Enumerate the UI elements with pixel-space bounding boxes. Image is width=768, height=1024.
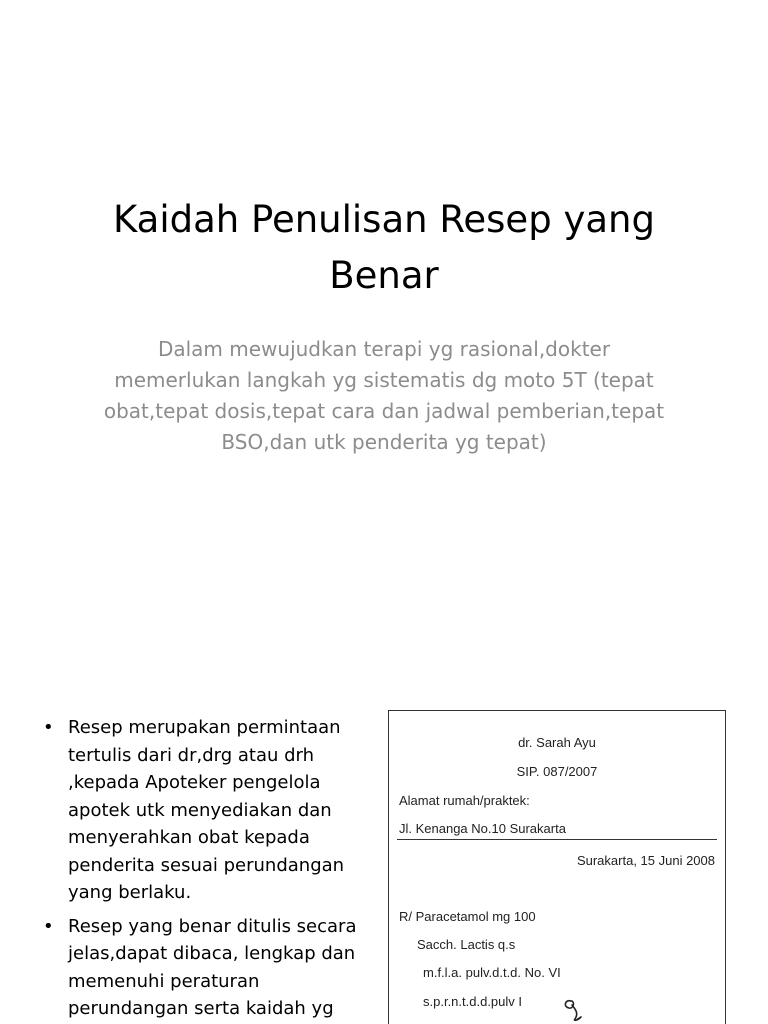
address-underline	[397, 839, 717, 840]
bullet-list	[40, 714, 370, 1024]
bullet-text: Resep yang benar ditulis secara jelas,dapat dibaca, lengkap dan memenuhi peraturan perundangan serta kaidah yg	[68, 915, 357, 1019]
address-label: Alamat rumah/praktek:	[399, 793, 530, 808]
rx-item: Sacch. Lactis q.s	[417, 937, 516, 952]
bullet-text: Resep merupakan permintaan tertulis dari dr,drg atau drh ,kepada Apoteker pengelola apotek utk menyediakan dan menyerahkan obat kepada penderita sesuai perundangan yang berlaku.	[68, 717, 345, 903]
rx-item: s.p.r.n.t.d.d.pulv I	[423, 994, 522, 1009]
bullet-icon: •	[43, 717, 54, 738]
doctor-sip: SIP. 087/2007	[516, 764, 598, 779]
content-slide	[0, 690, 768, 1024]
address-text: Jl. Kenanga No.10 Surakarta	[399, 821, 566, 836]
bullet-item	[40, 714, 370, 907]
prescription-example	[388, 710, 726, 1024]
rx-item: R/ Paracetamol mg 100	[399, 909, 536, 924]
place-date: Surakarta, 15 Juni 2008	[576, 853, 715, 868]
bullet-item	[40, 913, 370, 1023]
slide-title: Kaidah Penulisan Resep yang Benar	[113, 198, 655, 297]
bullet-icon: •	[43, 915, 54, 937]
handwritten-signature-icon	[557, 997, 589, 1023]
rx-item: m.f.l.a. pulv.d.t.d. No. VI	[423, 965, 561, 980]
slide-subtitle: Dalam mewujudkan terapi yg rasional,dokter memerlukan langkah yg sistematis dg moto 5T (tepat obat,tepat dosis,tepat cara dan jadwal pemberian,tepat BSO,dan utk penderita yg tepat)	[103, 337, 665, 454]
doctor-name: dr. Sarah Ayu	[518, 735, 596, 750]
